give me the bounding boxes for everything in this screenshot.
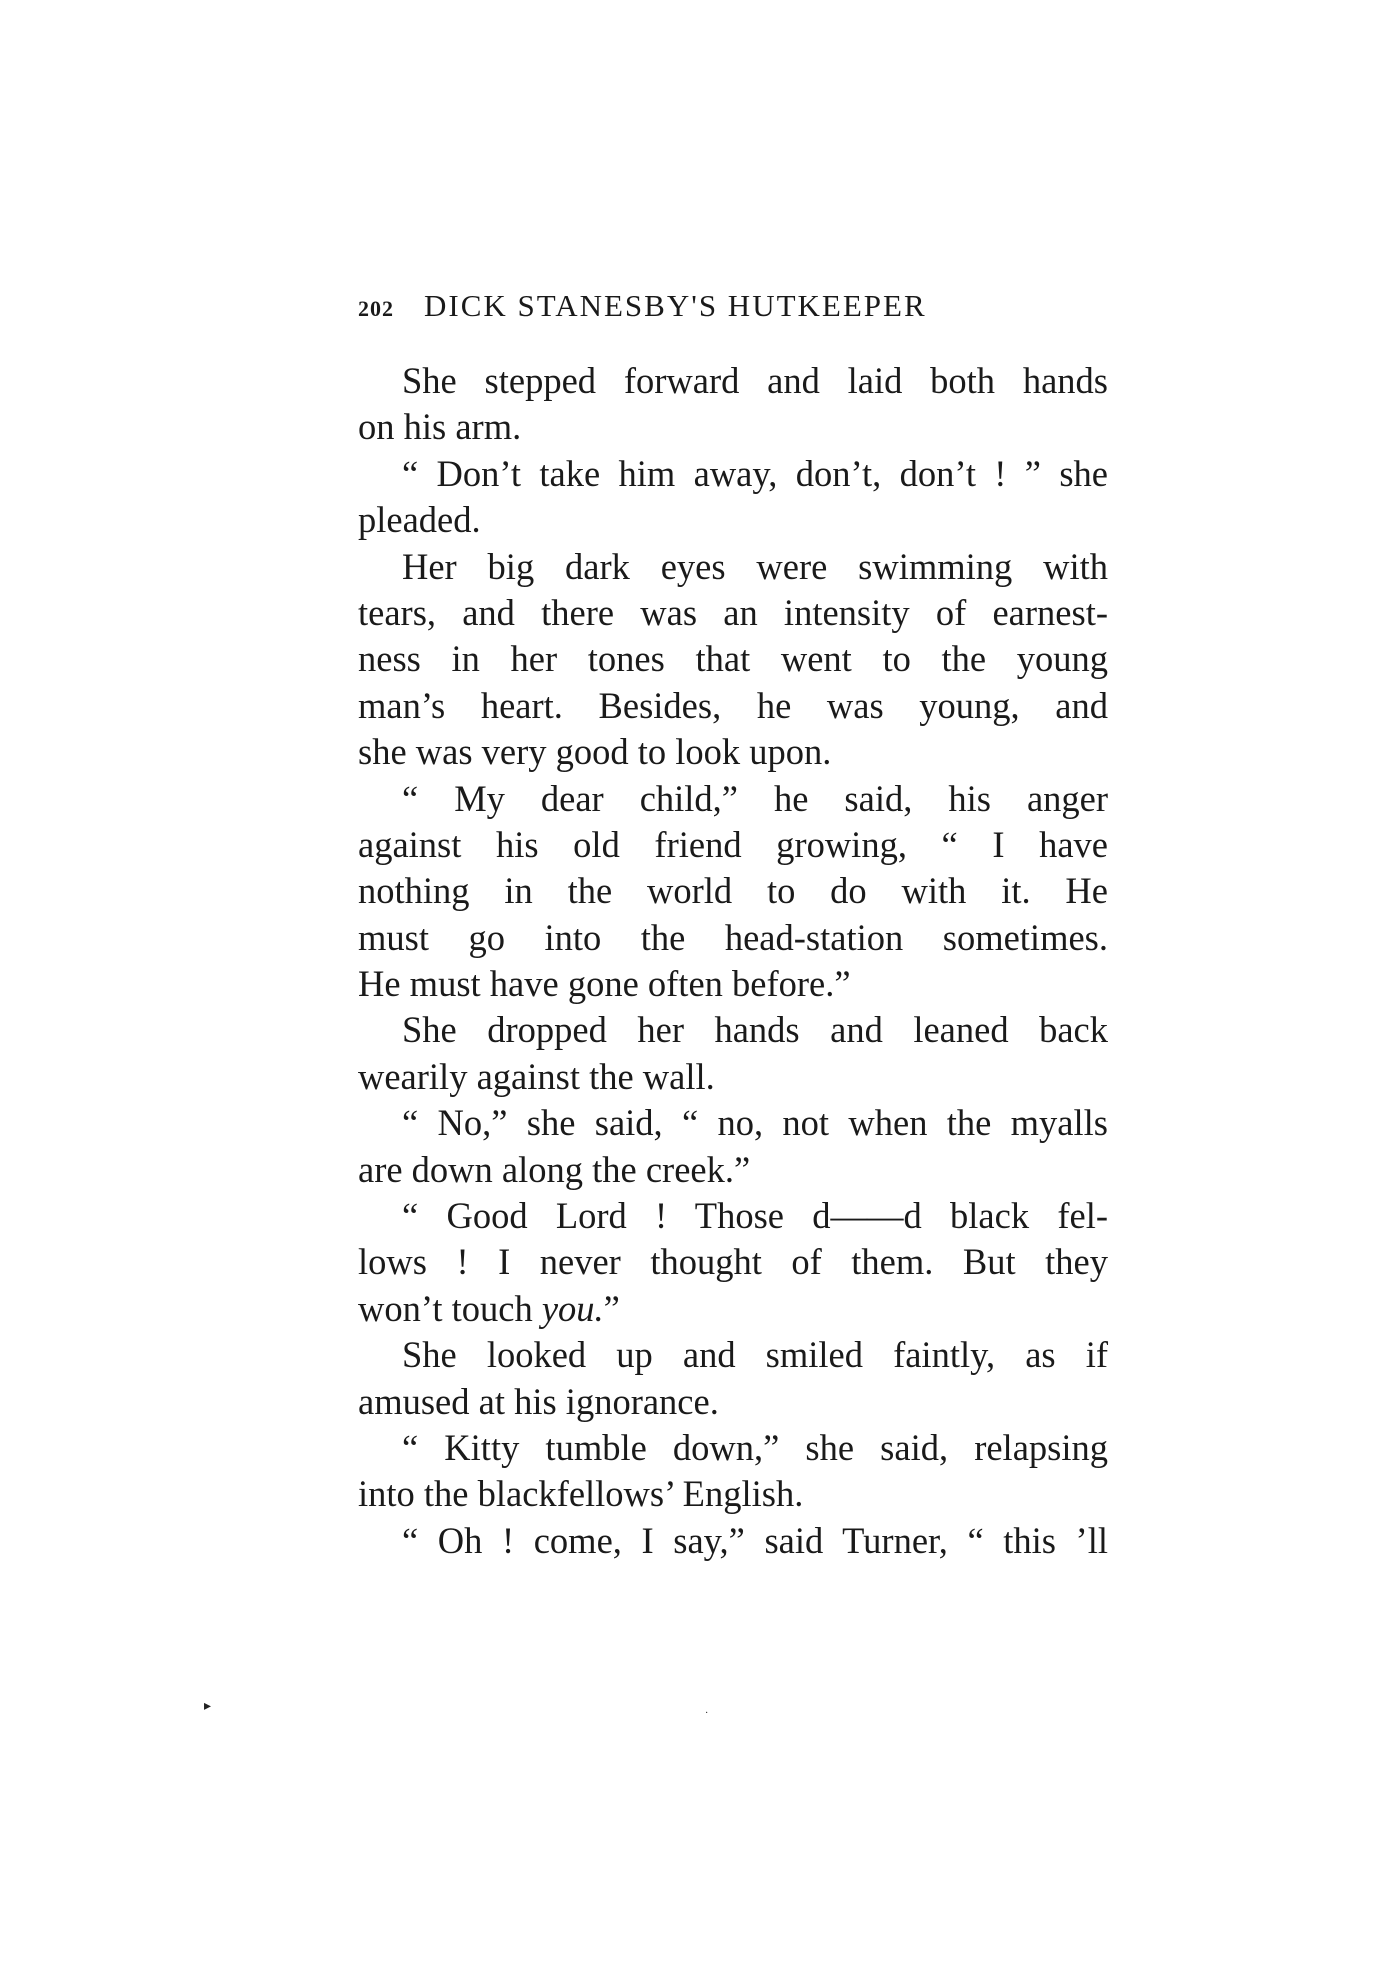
- body-text: [358, 358, 1108, 1564]
- closing-quote: ”: [603, 1287, 620, 1329]
- text-line: “ Good Lord ! Those d——d black fel-: [402, 1195, 1108, 1237]
- running-head: [358, 288, 1108, 332]
- text-line: She looked up and smiled faintly, as if: [402, 1334, 1108, 1376]
- text-line: He must have gone often before.”: [358, 963, 851, 1005]
- text-line: “ Don’t take him away, don’t, don’t ! ” she: [402, 452, 1108, 494]
- text-line: Her big dark eyes were swimming with: [402, 545, 1108, 587]
- scan-speck: ▸: [204, 1699, 212, 1714]
- text-line: against his old friend growing, “ I have: [358, 823, 1108, 865]
- text-line: amused at his ignorance.: [358, 1380, 719, 1422]
- text-line: pleaded.: [358, 499, 481, 541]
- text-line: “ No,” she said, “ no, not when the myalls: [402, 1102, 1108, 1144]
- text-line: man’s heart. Besides, he was young, and: [358, 684, 1108, 726]
- text-line: She dropped her hands and leaned back: [402, 1009, 1108, 1051]
- text-line: wearily against the wall.: [358, 1055, 715, 1097]
- text-line: “ Oh ! come, I say,” said Turner, “ this ’ll: [402, 1519, 1108, 1561]
- page-number: 202: [358, 296, 394, 321]
- text-line-with-emphasis: [358, 1286, 1108, 1332]
- text-line: “ Kitty tumble down,” she said, relapsing: [402, 1426, 1108, 1468]
- scan-speck: ·: [705, 1708, 709, 1719]
- text-line: ness in her tones that went to the young: [358, 638, 1108, 680]
- running-title: DICK STANESBY'S HUTKEEPER: [424, 288, 927, 323]
- text-line: “ My dear child,” he said, his anger: [402, 777, 1108, 819]
- text-line: she was very good to look upon.: [358, 731, 832, 773]
- text-line: She stepped forward and laid both hands: [402, 360, 1108, 401]
- text-line: are down along the creek.”: [358, 1148, 751, 1190]
- text-line: lows ! I never thought of them. But they: [358, 1241, 1108, 1283]
- emphasized-word: you.: [541, 1287, 604, 1329]
- text-line: tears, and there was an intensity of earnest-: [358, 591, 1108, 633]
- text-line: must go into the head-station sometimes.: [358, 916, 1108, 958]
- text-line: on his arm.: [358, 406, 522, 448]
- text-line-start: won’t touch: [358, 1287, 542, 1329]
- text-line: into the blackfellows’ English.: [358, 1473, 804, 1515]
- text-line: nothing in the world to do with it. He: [358, 870, 1108, 912]
